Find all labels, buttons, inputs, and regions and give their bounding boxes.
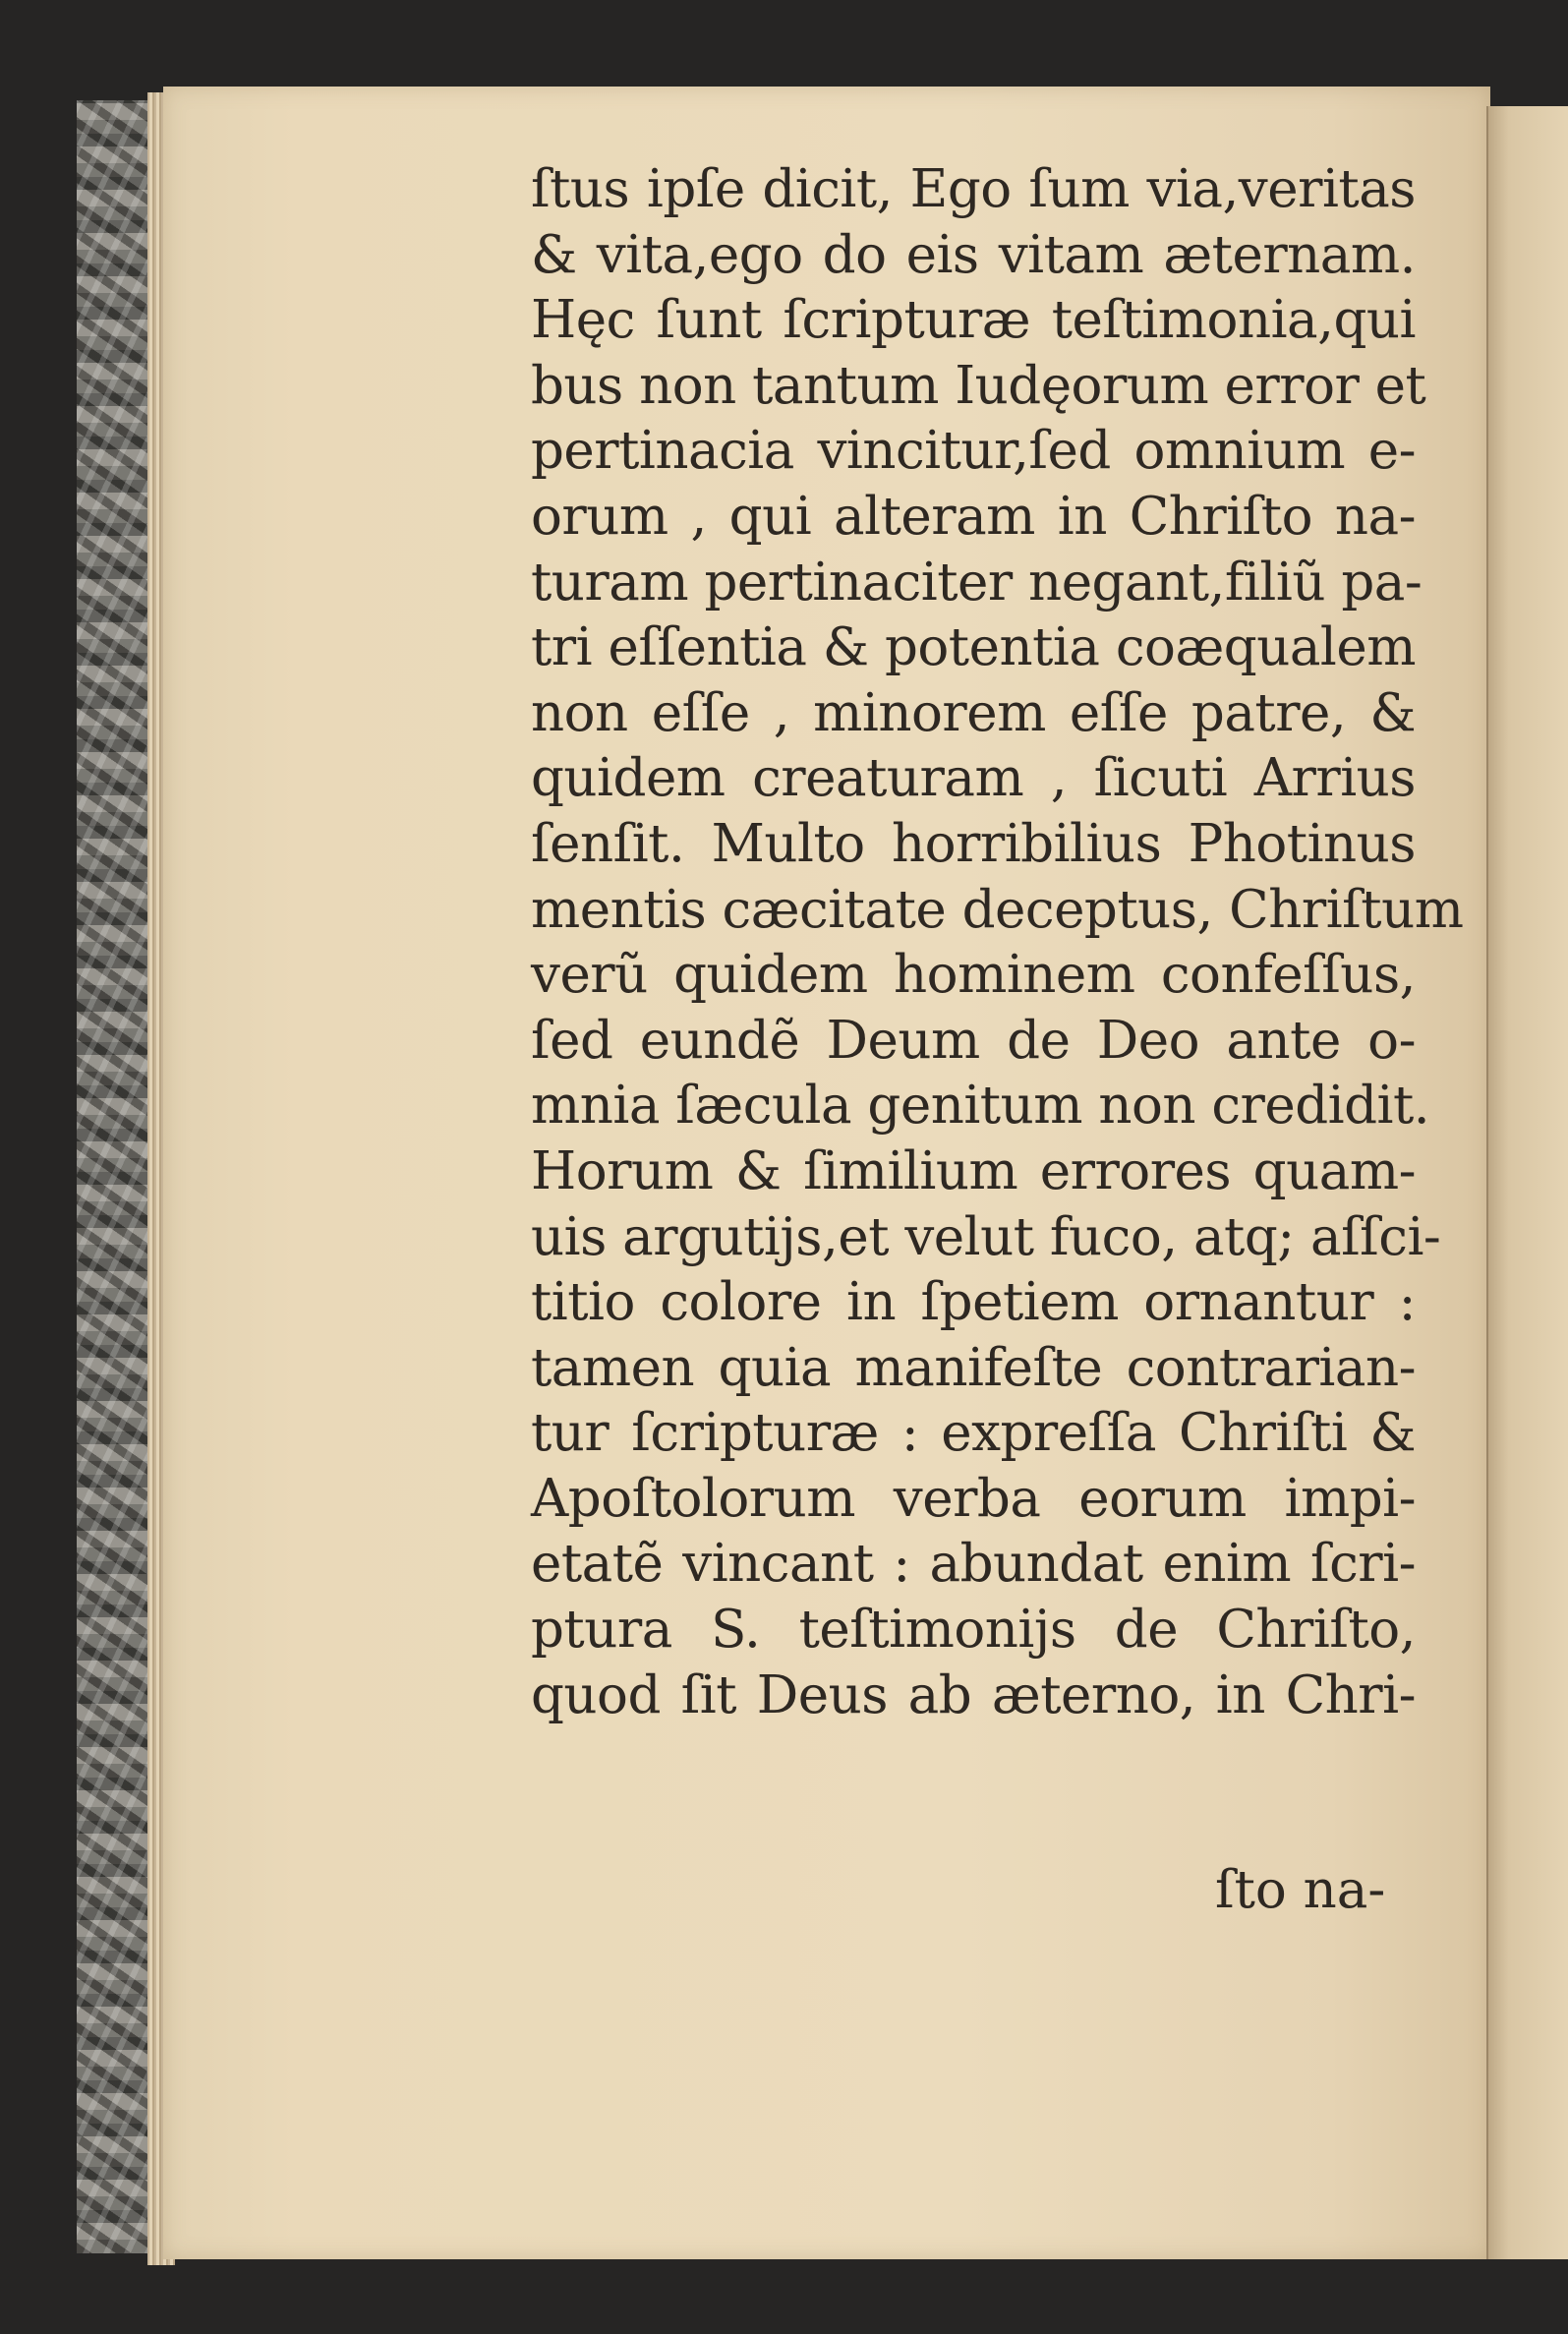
text-line: bus non tantum Iudęorum error et — [531, 355, 1426, 416]
text-line: tur ſcripturæ : expreſſa Chriſti & — [531, 1403, 1416, 1464]
text-line: ſenſit. Multo horribilius Photinus — [531, 813, 1416, 874]
text-line: Apoſtolorum verba eorum impi- — [531, 1468, 1416, 1529]
text-line: uis argutijs,et velut fuco, atq; aſſci- — [531, 1206, 1441, 1267]
text-line: non eſſe , minorem eſſe patre, & — [531, 682, 1416, 743]
text-line: Hęc ſunt ſcripturæ teſtimonia,qui — [531, 290, 1416, 351]
text-line: quidem creaturam , ſicuti Arrius — [531, 748, 1416, 809]
text-line: etatẽ vincant : abundat enim ſcri- — [531, 1534, 1416, 1595]
text-line: mnia ſæcula genitum non credidit. — [531, 1076, 1430, 1137]
text-line: ptura S. teſtimonijs de Chriſto, — [531, 1600, 1416, 1661]
text-line: turam pertinaciter negant,filiũ pa- — [531, 552, 1423, 613]
text-line: & vita,ego do eis vitam æternam. — [531, 224, 1416, 285]
text-line: ſed eundẽ Deum de Deo ante o- — [531, 1010, 1416, 1071]
facing-page-edge — [1486, 106, 1568, 2259]
text-line: orum , qui alteram in Chriſto na- — [531, 486, 1416, 547]
text-line: titio colore in ſpetiem ornantur : — [531, 1272, 1416, 1333]
text-line: quod ſit Deus ab æterno, in Chri- — [531, 1664, 1416, 1725]
marbled-cover-board — [77, 100, 157, 2253]
text-line: ſtus ipſe dicit, Ego ſum via,veritas — [531, 159, 1416, 219]
text-line: tri eſſentia & potentia coæqualem — [531, 617, 1416, 678]
text-line: mentis cæcitate deceptus, Chriſtum — [531, 879, 1464, 940]
text-line: tamen quia manifeſte contrarian- — [531, 1337, 1416, 1398]
catchword: ſto na- — [1215, 1860, 1386, 1920]
text-line: Horum & ſimilium errores quam- — [531, 1140, 1416, 1201]
page-text — [531, 157, 1464, 1728]
text-line: pertinacia vincitur,ſed omnium e- — [531, 421, 1416, 482]
text-line: verũ quidem hominem confeſſus, — [531, 945, 1416, 1006]
